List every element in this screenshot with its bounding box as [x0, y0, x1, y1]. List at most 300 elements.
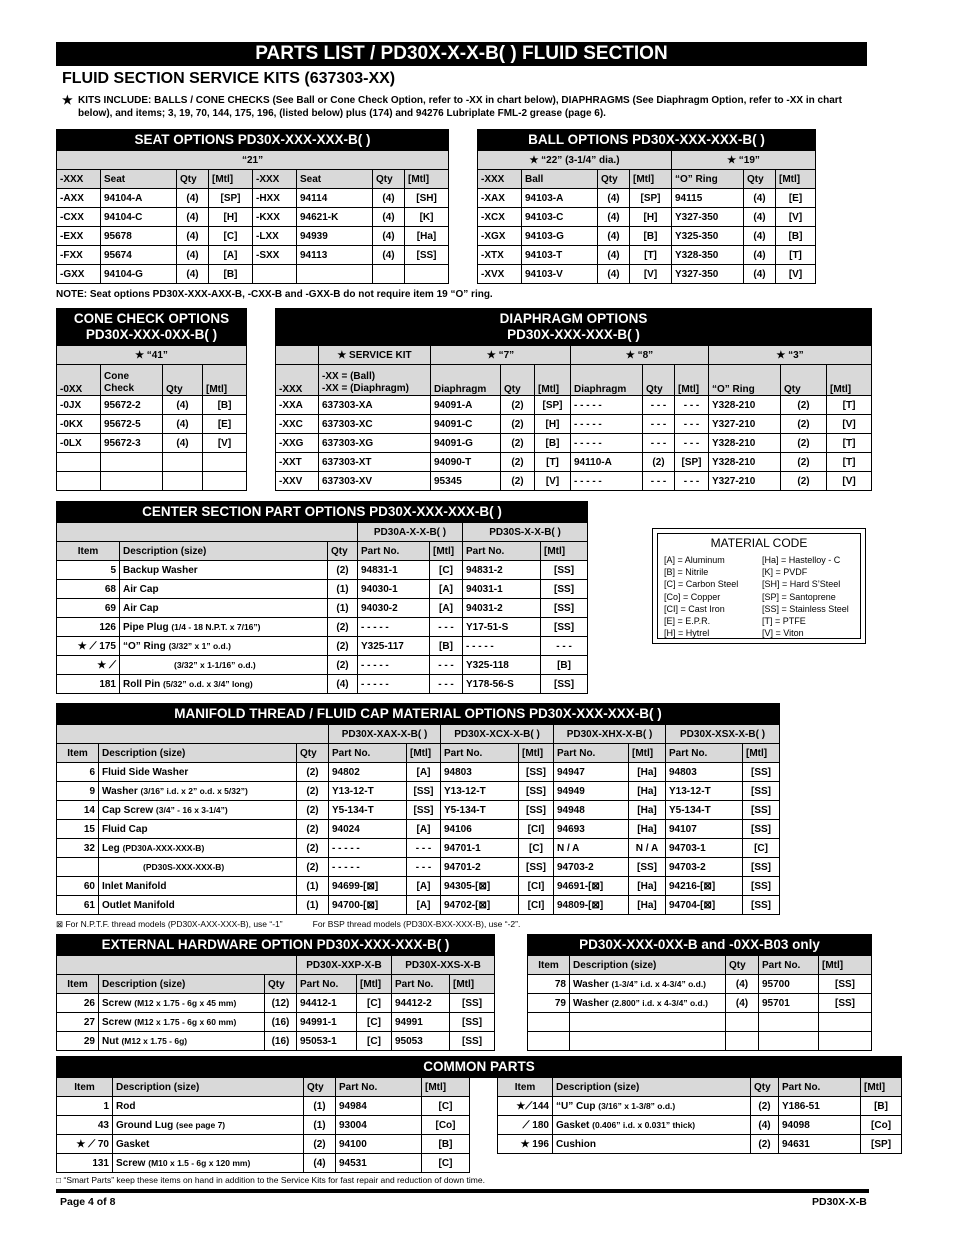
material-code-entry: [SS] = Stainless Steel: [762, 603, 849, 614]
b03-title: PD30X-XXX-0XX-B and -0XX-B03 only: [528, 935, 872, 956]
item-cell: 79: [528, 994, 570, 1013]
qty-cell: (16): [265, 1032, 297, 1051]
table-cell: [V]: [776, 265, 816, 284]
mtl-cell: [Ha]: [629, 877, 666, 896]
table-cell: 637303-XT: [319, 453, 431, 472]
table-row: [478, 246, 816, 265]
col-header: Qty: [304, 1078, 336, 1097]
col-header: Qty: [328, 542, 358, 561]
item-cell: 69: [57, 599, 120, 618]
mtl-cell: [SS]: [629, 858, 666, 877]
empty-cell: [819, 1032, 872, 1051]
description-cell: [113, 1116, 304, 1135]
table-cell: 94103-A: [522, 189, 598, 208]
mtl-cell: [CI]: [519, 820, 554, 839]
mtl-cell: [C]: [422, 1097, 470, 1116]
description-cell: [113, 1097, 304, 1116]
table-cell: [T]: [827, 396, 872, 415]
item-cell: 68: [57, 580, 120, 599]
col-header: [Mtl]: [743, 744, 780, 763]
center-section-table: [56, 501, 588, 694]
table-cell: [B]: [535, 434, 571, 453]
table-cell: [SP]: [630, 189, 672, 208]
col-header: Seat: [101, 170, 177, 189]
qty-cell: (1): [328, 580, 358, 599]
table-cell: 94091-C: [431, 415, 501, 434]
table-cell: -LXX: [253, 227, 297, 246]
size-text: (1-3/4” i.d. x 4-3/4” o.d.): [611, 978, 707, 989]
col-header: Qty: [163, 365, 203, 396]
table-row: [57, 265, 449, 284]
col-header: Qty: [781, 365, 827, 396]
col-header: Qty: [373, 170, 405, 189]
blank-header: [57, 725, 329, 744]
table-cell: [405, 265, 449, 284]
material-code-entry: [V] = Viton: [762, 628, 804, 639]
table-cell: Y327-350: [672, 208, 744, 227]
mtl-cell: [A]: [430, 580, 463, 599]
table-row: [57, 675, 588, 694]
part-cell: - - - - -: [358, 656, 430, 675]
table-cell: (2): [501, 472, 535, 491]
table-cell: [V]: [203, 434, 247, 453]
table-cell: [B]: [209, 265, 253, 284]
qty-cell: (2): [297, 763, 329, 782]
description-text: Fluid Cap: [102, 823, 148, 835]
table-cell: [B]: [776, 227, 816, 246]
star-icon: ★: [62, 93, 73, 107]
qty-cell: (2): [328, 561, 358, 580]
qty-cell: (2): [328, 656, 358, 675]
spacer: [470, 1097, 498, 1116]
col-header: Description (size): [570, 956, 726, 975]
table-row: [478, 189, 816, 208]
material-code-entry: [H] = Hytrel: [664, 628, 710, 639]
col-header: [Mtl]: [430, 542, 463, 561]
table-cell: Y327-210: [709, 472, 781, 491]
part-cell: 94701-1: [441, 839, 519, 858]
table-row: [276, 434, 872, 453]
service-kits-title: FLUID SECTION SERVICE KITS (637303-XX): [62, 70, 396, 87]
table-cell: - - -: [675, 415, 709, 434]
col-header: [Mtl]: [630, 170, 672, 189]
table-cell: [B]: [630, 227, 672, 246]
description-text: “U” Cup: [556, 1100, 596, 1112]
table-cell: Y328-210: [709, 396, 781, 415]
part-cell: 95700: [759, 975, 819, 994]
table-cell: [V]: [630, 265, 672, 284]
col-header: Qty: [598, 170, 630, 189]
col-header: [Mtl]: [629, 744, 666, 763]
size-text: (3/32” x 1-1/16” o.d.): [174, 659, 256, 670]
table-row: [478, 208, 816, 227]
table-row: [57, 1097, 902, 1116]
part-cell: 95701: [759, 994, 819, 1013]
item-cell: 126: [57, 618, 120, 637]
part-cell: Y5-134-T: [441, 801, 519, 820]
mtl-cell: [B]: [422, 1135, 470, 1154]
mtl-cell: [SS]: [407, 801, 441, 820]
description-cell: [120, 675, 328, 694]
description-text: “O” Ring: [123, 640, 166, 652]
part-cell: 94949: [554, 782, 629, 801]
diaphragm-title-line1: DIAPHRAGM OPTIONS: [499, 311, 648, 326]
col-header: Ball: [522, 170, 598, 189]
item-cell: ★ ⟋ 175: [57, 637, 120, 656]
part-cell: - - - - -: [358, 675, 430, 694]
bottom-rule: [56, 1189, 869, 1193]
table-cell: 94091-A: [431, 396, 501, 415]
table-cell: -0LX: [57, 434, 101, 453]
qty-cell: (4): [726, 994, 759, 1013]
mtl-cell: [SS]: [743, 763, 780, 782]
material-code-title: MATERIAL CODE: [710, 536, 808, 550]
material-code-entry: [T] = PTFE: [762, 616, 806, 627]
table-cell: 94621-K: [297, 208, 373, 227]
table-cell: 94103-V: [522, 265, 598, 284]
material-code-entry: [C] = Carbon Steel: [664, 579, 739, 590]
table-cell: 94103-C: [522, 208, 598, 227]
table-cell: - - -: [643, 415, 675, 434]
part-cell: 94703-2: [554, 858, 629, 877]
col-header: Part No.: [329, 744, 407, 763]
part-cell: 94106: [441, 820, 519, 839]
page-number: Page 4 of 8: [60, 1196, 116, 1208]
col-header: [Mtl]: [819, 956, 872, 975]
description-cell: [99, 877, 297, 896]
col-header: Part No.: [666, 744, 743, 763]
diaphragm-8-group-label: ★ “8”: [571, 346, 709, 365]
item-cell: [57, 858, 99, 877]
manifold-title: MANIFOLD THREAD / FLUID CAP MATERIAL OPTIONS PD30X-XXX-XXX-B( ): [57, 704, 780, 725]
spacer: [470, 1154, 498, 1173]
seat-note: NOTE: Seat options PD30X-XXX-AXX-B, -CXX-B and -GXX-B do not require item 19 “O” ring.: [56, 289, 493, 300]
part-cell: 94031-2: [463, 599, 541, 618]
part-cell: Y5-134-T: [329, 801, 407, 820]
table-cell: Y327-210: [709, 415, 781, 434]
table-cell: (4): [373, 189, 405, 208]
col-header: Qty: [751, 1078, 779, 1097]
ball-group-label: ★ “22” (3-1/4” dia.): [478, 151, 672, 170]
cone-check-table: [56, 308, 247, 491]
xhx-group-label: PD30X-XHX-X-B( ): [554, 725, 666, 744]
table-cell: - - -: [643, 472, 675, 491]
table-cell: (4): [744, 265, 776, 284]
part-cell: 94699-[⊠]: [329, 877, 407, 896]
table-row: [57, 1013, 495, 1032]
col-header: Part No.: [759, 956, 819, 975]
pd30a-group-label: PD30A-X-X-B( ): [358, 523, 463, 542]
mtl-cell: [CI]: [519, 896, 554, 915]
part-cell: Y13-12-T: [441, 782, 519, 801]
item-cell: 14: [57, 801, 99, 820]
table-row: [57, 453, 247, 472]
table-cell: -XVX: [478, 265, 522, 284]
table-row: [57, 580, 588, 599]
bsp-footnote: For BSP thread models (PD30X-BXX-XXX-B), use “-2”.: [312, 919, 521, 929]
description-cell: [120, 618, 328, 637]
table-cell: (4): [744, 189, 776, 208]
size-text: (3/16” x 1-3/8” o.d.): [598, 1100, 676, 1111]
col-header: Qty: [744, 170, 776, 189]
mtl-cell: [C]: [430, 561, 463, 580]
part-cell: 94831-1: [358, 561, 430, 580]
description-cell: [99, 858, 297, 877]
table-cell: [SS]: [405, 246, 449, 265]
table-cell: 95345: [431, 472, 501, 491]
mtl-cell: [SS]: [819, 994, 872, 1013]
mtl-cell: [C]: [357, 1013, 392, 1032]
description-text: Gasket: [556, 1119, 590, 1131]
table-cell: [Ha]: [405, 227, 449, 246]
size-text: (PD30S-XXX-XXX-B): [143, 861, 225, 872]
oring-group-label: ★ “19”: [672, 151, 816, 170]
size-text: (M10 x 1.5 - 6g x 120 mm): [148, 1157, 251, 1168]
table-cell: [T]: [776, 246, 816, 265]
description-text: Washer: [573, 978, 609, 990]
col-header: Seat: [297, 170, 373, 189]
table-cell: -AXX: [57, 189, 101, 208]
table-cell: - - -: [675, 472, 709, 491]
qty-cell: (1): [328, 599, 358, 618]
table-cell: [203, 453, 247, 472]
table-cell: [101, 453, 163, 472]
part-cell: 94947: [554, 763, 629, 782]
col-header: Cone Check: [101, 365, 163, 396]
table-cell: [A]: [209, 246, 253, 265]
oring-3-group-label: ★ “3”: [709, 346, 872, 365]
table-cell: -XXA: [276, 396, 319, 415]
item-cell: 15: [57, 820, 99, 839]
part-cell: 94531: [336, 1154, 422, 1173]
table-row: [57, 227, 449, 246]
table-cell: (2): [781, 415, 827, 434]
table-cell: (4): [373, 227, 405, 246]
item-cell: 181: [57, 675, 120, 694]
description-text: Leg: [102, 842, 120, 854]
table-cell: [SP]: [535, 396, 571, 415]
item-cell: ★ 196: [498, 1135, 553, 1154]
seat-options-title: SEAT OPTIONS PD30X-XXX-XXX-B( ): [57, 130, 449, 151]
table-cell: (4): [598, 227, 630, 246]
col-header: [Mtl]: [357, 975, 392, 994]
description-text: Roll Pin: [123, 678, 161, 690]
mtl-cell: [SS]: [519, 782, 554, 801]
col-header: Item: [57, 975, 99, 994]
mtl-cell: [SS]: [450, 1013, 495, 1032]
col-header: [Mtl]: [422, 1078, 470, 1097]
table-cell: [373, 265, 405, 284]
item-cell: 131: [57, 1154, 113, 1173]
qty-cell: (2): [328, 637, 358, 656]
table-cell: 637303-XA: [319, 396, 431, 415]
table-cell: 95672-5: [101, 415, 163, 434]
part-cell: Y186-51: [779, 1097, 861, 1116]
spacer: [470, 1078, 498, 1097]
mtl-cell: [A]: [407, 763, 441, 782]
seat-options-table: [56, 129, 449, 284]
item-cell: 32: [57, 839, 99, 858]
table-cell: Y325-350: [672, 227, 744, 246]
material-code-entry: [CI] = Cast Iron: [664, 603, 725, 614]
mtl-cell: [Ha]: [629, 896, 666, 915]
xax-group-label: PD30X-XAX-X-B( ): [329, 725, 441, 744]
col-header: [Mtl]: [450, 975, 495, 994]
material-code-right-column: [762, 554, 849, 639]
table-cell: (4): [177, 227, 209, 246]
table-cell: - - - - -: [571, 434, 643, 453]
size-text: (3/32” x 1” o.d.): [168, 640, 231, 651]
table-row: [276, 396, 872, 415]
table-cell: Y328-210: [709, 453, 781, 472]
common-parts-title: COMMON PARTS: [57, 1057, 902, 1078]
table-cell: (2): [781, 396, 827, 415]
table-cell: [SP]: [209, 189, 253, 208]
blank-header: [276, 346, 319, 365]
mtl-cell: [SP]: [861, 1135, 902, 1154]
description-text: Ground Lug: [116, 1119, 174, 1131]
part-cell: 94024: [329, 820, 407, 839]
description-text: Inlet Manifold: [102, 880, 167, 892]
table-cell: 95672-2: [101, 396, 163, 415]
table-row: [57, 189, 449, 208]
table-cell: - - - - -: [571, 472, 643, 491]
mtl-cell: [B]: [861, 1097, 902, 1116]
description-cell: [113, 1135, 304, 1154]
item-cell: 9: [57, 782, 99, 801]
table-row: [57, 994, 495, 1013]
table-cell: - - -: [675, 434, 709, 453]
qty-cell: (2): [297, 782, 329, 801]
col-header: Qty: [297, 744, 329, 763]
mtl-cell: [SS]: [743, 782, 780, 801]
description-cell: [99, 801, 297, 820]
description-cell: [99, 820, 297, 839]
table-cell: 637303-XG: [319, 434, 431, 453]
col-header: Qty: [726, 956, 759, 975]
col-header: -0XX: [57, 365, 101, 396]
table-row: [57, 896, 780, 915]
table-cell: 94113: [297, 246, 373, 265]
mtl-cell: [C]: [743, 839, 780, 858]
table-row: [57, 1032, 495, 1051]
table-row: [57, 396, 247, 415]
table-cell: 94090-T: [431, 453, 501, 472]
diaphragm-options-table: [275, 308, 872, 491]
col-header: [Mtl]: [405, 170, 449, 189]
qty-cell: (16): [265, 1013, 297, 1032]
table-cell: 94115: [672, 189, 744, 208]
empty-cell: [779, 1154, 861, 1173]
mtl-cell: [SS]: [407, 782, 441, 801]
table-cell: [V]: [535, 472, 571, 491]
part-cell: 94691-[⊠]: [554, 877, 629, 896]
table-cell: [297, 265, 373, 284]
mtl-cell: N / A: [629, 839, 666, 858]
diaphragm-title-line2: PD30X-XXX-XXX-B( ): [507, 327, 640, 342]
item-cell: 5: [57, 561, 120, 580]
part-cell: 94107: [666, 820, 743, 839]
table-cell: [T]: [630, 246, 672, 265]
empty-cell: [759, 1013, 819, 1032]
col-header: [Mtl]: [519, 744, 554, 763]
table-cell: (2): [501, 434, 535, 453]
description-cell: [120, 599, 328, 618]
description-cell: [99, 896, 297, 915]
mtl-cell: [CI]: [519, 877, 554, 896]
item-cell: 43: [57, 1116, 113, 1135]
description-cell: [570, 994, 726, 1013]
part-cell: 94701-2: [441, 858, 519, 877]
mtl-cell: [SS]: [743, 877, 780, 896]
spacer: [470, 1135, 498, 1154]
table-row: [57, 561, 588, 580]
table-cell: -KXX: [253, 208, 297, 227]
table-cell: -FXX: [57, 246, 101, 265]
col-header: [Mtl]: [407, 744, 441, 763]
item-cell: ⟋ 180: [498, 1116, 553, 1135]
col-header: Item: [498, 1078, 553, 1097]
empty-row: [528, 1032, 872, 1051]
part-cell: Y13-12-T: [666, 782, 743, 801]
part-cell: 94098: [779, 1116, 861, 1135]
description-cell: [99, 1032, 265, 1051]
part-cell: 94693: [554, 820, 629, 839]
empty-cell: [528, 1032, 570, 1051]
col-header: “O” Ring: [709, 365, 781, 396]
table-cell: 94114: [297, 189, 373, 208]
qty-cell: (2): [297, 839, 329, 858]
mtl-cell: [SS]: [819, 975, 872, 994]
table-cell: (2): [781, 472, 827, 491]
qty-cell: (2): [297, 801, 329, 820]
part-cell: 94809-[⊠]: [554, 896, 629, 915]
item-cell: ★ ⟋: [57, 656, 120, 675]
xcx-group-label: PD30X-XCX-X-B( ): [441, 725, 554, 744]
table-cell: [V]: [827, 415, 872, 434]
material-code-entry: [Ha] = Hastelloy - C: [762, 555, 841, 565]
table-cell: -XXV: [276, 472, 319, 491]
col-header: Diaphragm: [571, 365, 643, 396]
mtl-cell: [Co]: [422, 1116, 470, 1135]
table-row: [57, 599, 588, 618]
part-cell: 94803: [666, 763, 743, 782]
page-title: PARTS LIST / PD30X-X-X-B( ) FLUID SECTION: [56, 42, 867, 66]
col-header: Part No.: [441, 744, 519, 763]
qty-cell: (2): [751, 1097, 779, 1116]
mtl-cell: - - -: [541, 637, 588, 656]
item-cell: 27: [57, 1013, 99, 1032]
size-text: (M12 x 1.75 - 6g x 60 mm): [134, 1016, 237, 1027]
col-header: -XXX: [57, 170, 101, 189]
table-cell: [B]: [203, 396, 247, 415]
table-row: [57, 1135, 902, 1154]
table-cell: 95674: [101, 246, 177, 265]
col-header: Description (size): [553, 1078, 751, 1097]
model-number: PD30X-X-B: [812, 1196, 867, 1208]
description-cell: [113, 1154, 304, 1173]
part-cell: - - - - -: [329, 858, 407, 877]
part-cell: - - - - -: [463, 637, 541, 656]
part-cell: Y325-117: [358, 637, 430, 656]
mtl-cell: [SS]: [743, 896, 780, 915]
mtl-cell: [C]: [357, 1032, 392, 1051]
table-cell: (4): [598, 265, 630, 284]
empty-cell: [726, 1032, 759, 1051]
col-header: Qty: [265, 975, 297, 994]
diaphragm-7-group-label: ★ “7”: [431, 346, 571, 365]
table-cell: (4): [598, 208, 630, 227]
